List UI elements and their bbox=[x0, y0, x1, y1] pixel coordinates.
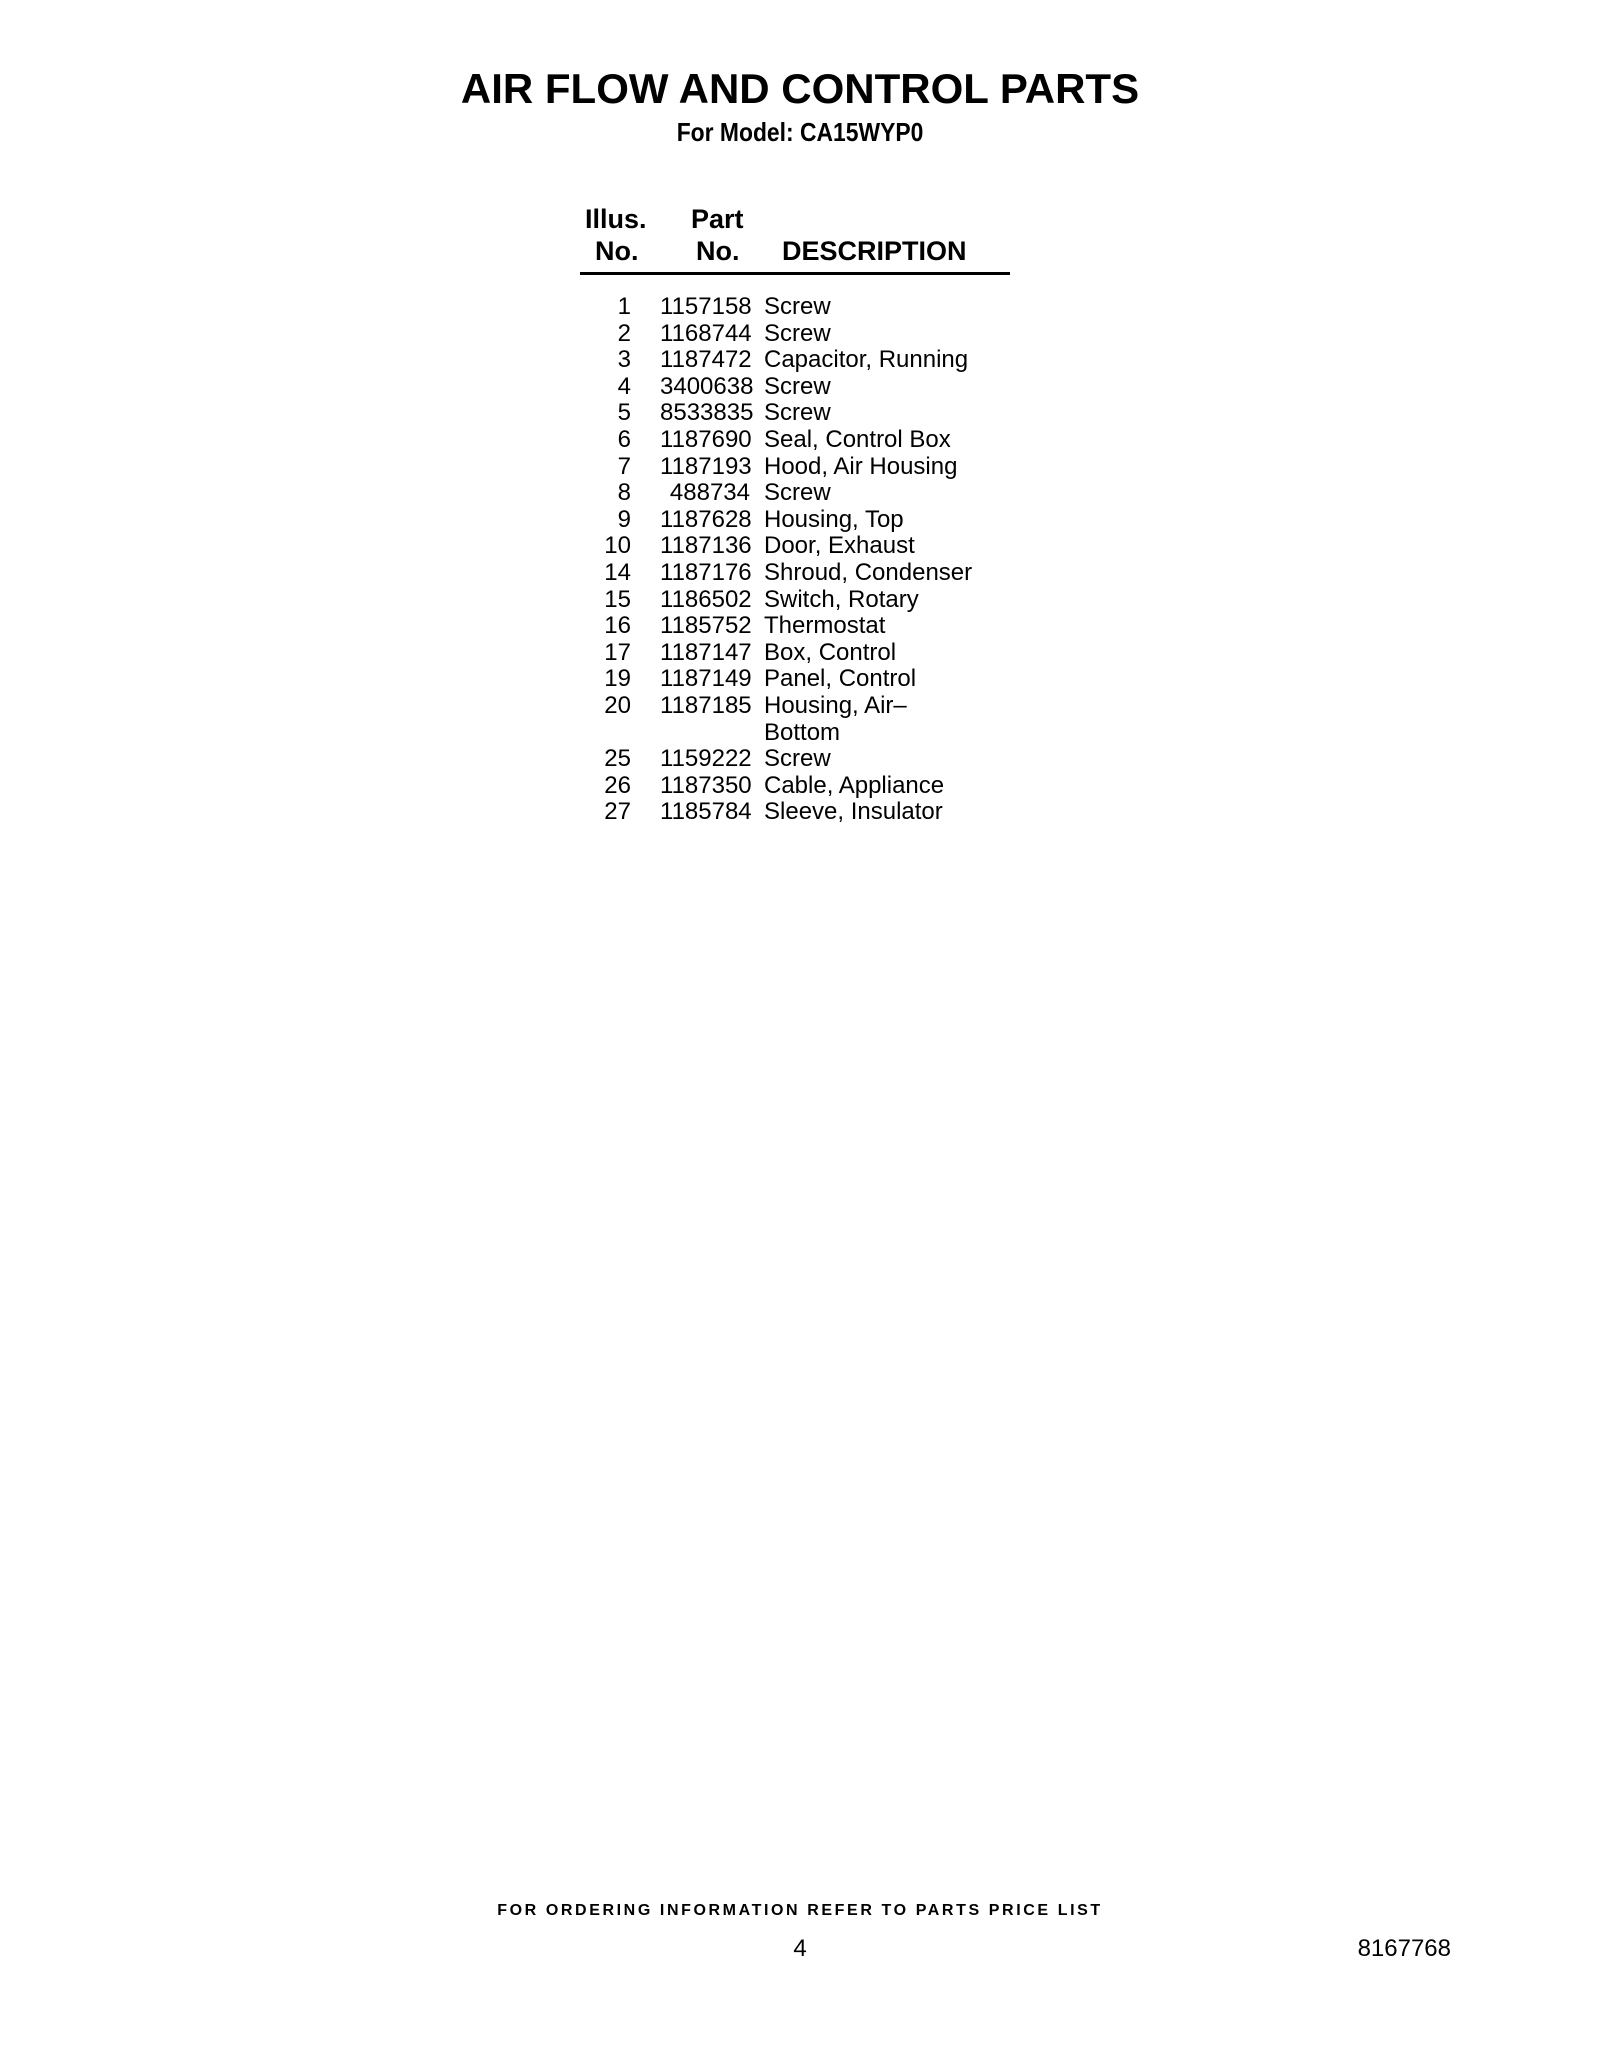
part-number-cell: 1187350 bbox=[660, 771, 752, 799]
illus-number-cell: 15 bbox=[604, 585, 631, 613]
table-row bbox=[580, 454, 1010, 481]
page-title: AIR FLOW AND CONTROL PARTS bbox=[460, 65, 1140, 112]
table-row bbox=[580, 374, 1010, 401]
description-cell: Capacitor, Running bbox=[764, 346, 969, 374]
part-column-header-line1: Part bbox=[691, 204, 744, 234]
description-cell: Seal, Control Box bbox=[764, 425, 951, 453]
part-number-cell: 1187149 bbox=[660, 665, 752, 693]
part-number-cell: 1187472 bbox=[660, 346, 752, 374]
part-number-cell: 1187185 bbox=[660, 691, 752, 719]
illus-number-cell: 4 bbox=[617, 372, 631, 400]
parts-table bbox=[580, 202, 1010, 826]
illus-column-header-line1: Illus. bbox=[585, 204, 647, 234]
part-number-cell: 1187690 bbox=[660, 425, 752, 453]
description-cell: Box, Control bbox=[764, 638, 897, 666]
table-row bbox=[580, 746, 1010, 773]
description-cell: Screw bbox=[764, 745, 831, 773]
table-row bbox=[580, 294, 1010, 321]
illus-number-cell: 20 bbox=[604, 691, 631, 719]
description-cell: Hood, Air Housing bbox=[764, 452, 958, 480]
parts-table-body bbox=[580, 294, 1010, 826]
document-number: 8167768 bbox=[1357, 1935, 1451, 1962]
table-row bbox=[580, 613, 1010, 640]
description-cell: Sleeve, Insulator bbox=[764, 798, 943, 826]
illus-number-cell: 25 bbox=[604, 745, 631, 773]
illus-number-cell: 27 bbox=[604, 798, 631, 826]
part-number-cell: 1157158 bbox=[660, 293, 752, 320]
description-cell: Housing, Top bbox=[764, 505, 904, 533]
table-row bbox=[580, 533, 1010, 560]
part-number-cell: 1187136 bbox=[660, 532, 752, 560]
table-row bbox=[580, 560, 1010, 587]
part-number-cell: 8533835 bbox=[660, 399, 754, 427]
table-row bbox=[580, 347, 1010, 374]
description-cell: Screw bbox=[764, 293, 831, 320]
table-row bbox=[580, 640, 1010, 667]
table-row bbox=[580, 400, 1010, 427]
model-subtitle: For Model: CA15WYP0 bbox=[676, 117, 924, 147]
parts-table-header bbox=[580, 202, 1010, 275]
part-number-cell: 1187176 bbox=[660, 558, 752, 586]
table-row bbox=[580, 693, 1010, 746]
part-number-cell: 3400638 bbox=[660, 372, 754, 400]
illus-number-cell: 7 bbox=[617, 452, 631, 480]
description-cell: Switch, Rotary bbox=[764, 585, 919, 613]
part-number-cell: 1185784 bbox=[660, 798, 752, 826]
page-number: 4 bbox=[793, 1935, 807, 1962]
description-cell: Thermostat bbox=[764, 612, 886, 640]
description-cell: Screw bbox=[764, 372, 831, 400]
description-cell: Housing, Air– Bottom bbox=[764, 691, 907, 746]
illus-number-cell: 2 bbox=[617, 319, 631, 347]
part-number-cell: 1187193 bbox=[660, 452, 752, 480]
illus-number-cell: 19 bbox=[604, 665, 631, 693]
part-number-cell: 1187147 bbox=[660, 638, 752, 666]
illus-number-cell: 6 bbox=[617, 425, 631, 453]
illus-number-cell: 17 bbox=[604, 638, 631, 666]
part-number-cell: 1168744 bbox=[660, 319, 752, 347]
part-number-cell: 1187628 bbox=[660, 505, 752, 533]
ordering-note: FOR ORDERING INFORMATION REFER TO PARTS PRICE LIST bbox=[497, 1902, 1103, 1919]
description-cell: Screw bbox=[764, 399, 831, 427]
description-cell: Screw bbox=[764, 479, 831, 507]
table-row bbox=[580, 587, 1010, 614]
table-row bbox=[580, 480, 1010, 507]
illus-number-cell: 8 bbox=[617, 479, 631, 507]
description-column-header: DESCRIPTION bbox=[782, 236, 967, 266]
table-row bbox=[580, 321, 1010, 348]
part-number-cell: 1186502 bbox=[660, 585, 752, 613]
illus-number-cell: 1 bbox=[617, 293, 631, 320]
part-column-header-line2: No. bbox=[696, 236, 740, 266]
illus-number-cell: 10 bbox=[604, 532, 631, 560]
illus-number-cell: 16 bbox=[604, 612, 631, 640]
illus-column-header-line2: No. bbox=[595, 236, 639, 266]
description-cell: Cable, Appliance bbox=[764, 771, 945, 799]
illus-number-cell: 9 bbox=[617, 505, 631, 533]
table-row bbox=[580, 799, 1010, 826]
table-row bbox=[580, 666, 1010, 693]
part-number-cell: 488734 bbox=[669, 479, 750, 507]
illus-number-cell: 26 bbox=[604, 771, 631, 799]
description-cell: Screw bbox=[764, 319, 831, 347]
illus-number-cell: 3 bbox=[617, 346, 631, 374]
part-number-cell: 1159222 bbox=[660, 745, 752, 773]
table-row bbox=[580, 427, 1010, 454]
description-cell: Panel, Control bbox=[764, 665, 917, 693]
table-row bbox=[580, 507, 1010, 534]
part-number-cell: 1185752 bbox=[660, 612, 752, 640]
illus-number-cell: 5 bbox=[617, 399, 631, 427]
table-row bbox=[580, 773, 1010, 800]
description-cell: Shroud, Condenser bbox=[764, 558, 973, 586]
description-cell: Door, Exhaust bbox=[764, 532, 915, 560]
illus-number-cell: 14 bbox=[604, 558, 631, 586]
